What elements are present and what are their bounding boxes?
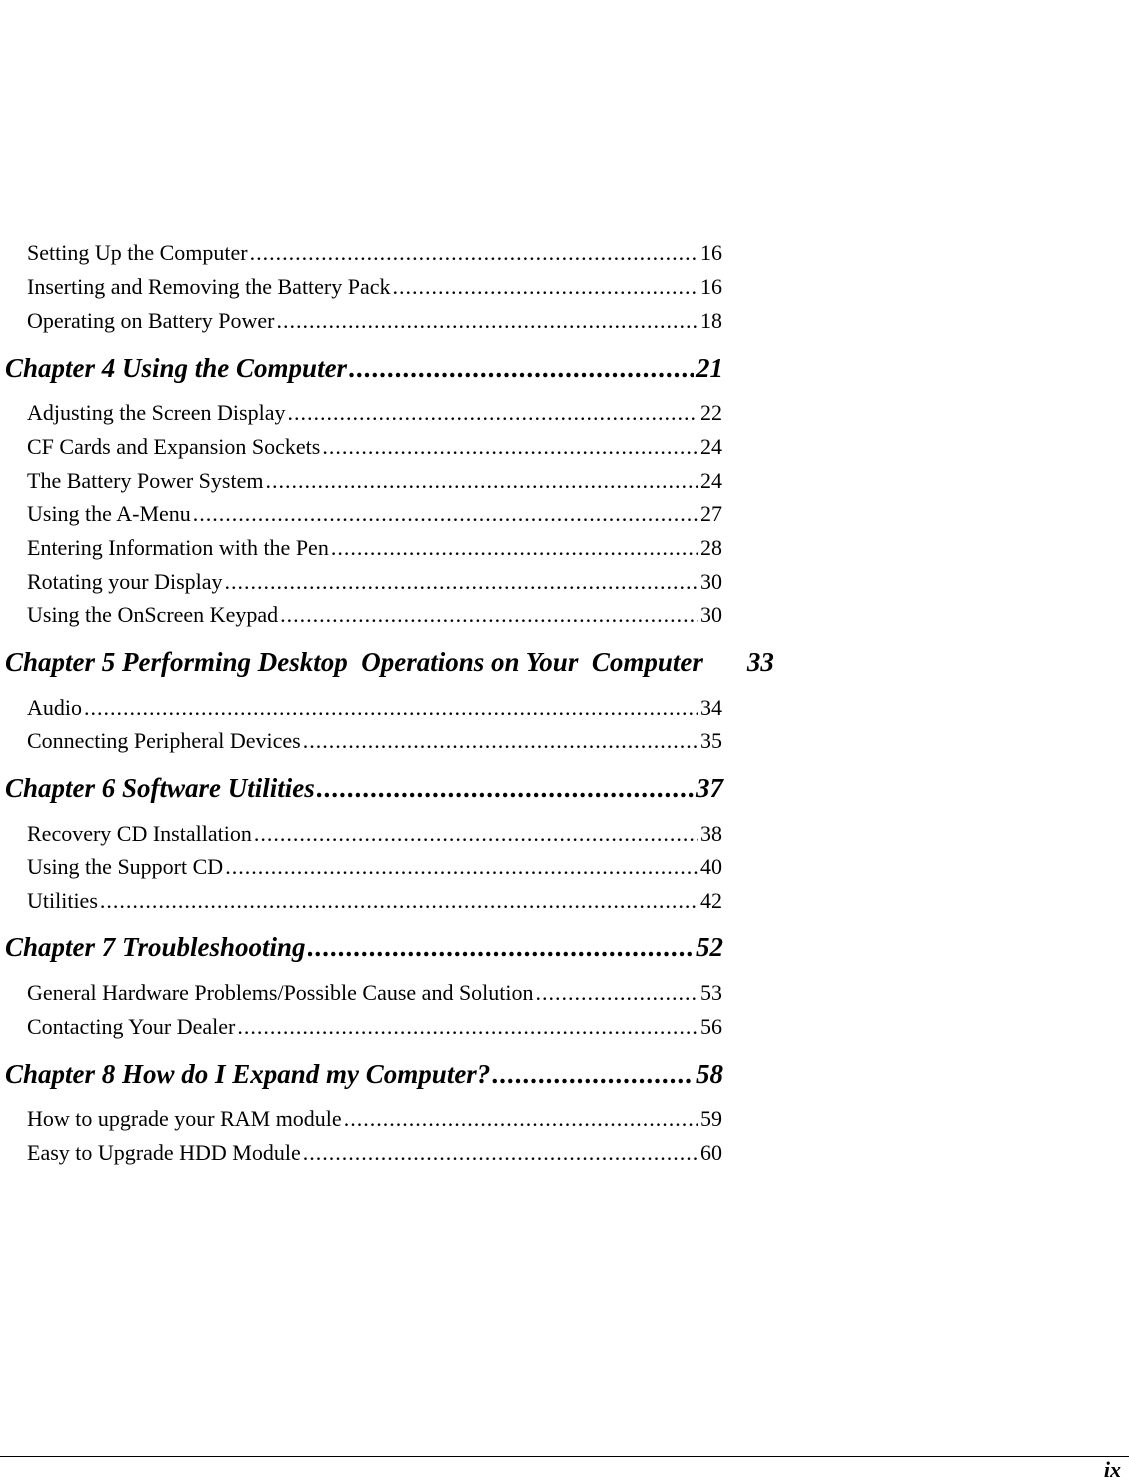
toc-entry[interactable]: [27, 1136, 722, 1166]
dot-leader: [280, 602, 698, 628]
toc-entry[interactable]: [27, 850, 722, 880]
dot-leader: [84, 695, 698, 721]
toc-entry-title: Using the A-Menu: [27, 501, 191, 526]
toc-entry-page: 53: [700, 980, 722, 1005]
toc-entry-title: Easy to Upgrade HDD Module: [27, 1140, 301, 1165]
dot-leader: [287, 400, 698, 426]
toc-chapter[interactable]: [5, 927, 723, 963]
dot-leader: [237, 1014, 698, 1040]
toc-entry-page: 35: [700, 728, 722, 753]
toc-chapter[interactable]: [5, 642, 774, 678]
dot-leader: [492, 1058, 694, 1090]
dot-leader: [100, 888, 698, 914]
dot-leader: [303, 1140, 698, 1166]
toc-chapter[interactable]: [5, 768, 723, 804]
dot-leader: [303, 728, 698, 754]
toc-entry-title: Using the Support CD: [27, 854, 224, 879]
toc-chapter-title: Chapter 7 Troubleshooting: [5, 932, 306, 962]
toc-entry-page: 34: [700, 695, 722, 720]
dot-leader: [393, 274, 698, 300]
footer-page-number: ix: [1103, 1457, 1121, 1482]
toc-entry[interactable]: [27, 691, 722, 721]
toc-entry-title: Connecting Peripheral Devices: [27, 728, 301, 753]
dot-leader: [265, 468, 698, 494]
toc-entry-title: Rotating your Display: [27, 569, 223, 594]
dot-leader: [536, 980, 698, 1006]
toc-entry-page: 28: [700, 535, 722, 560]
toc-entry-page: 24: [700, 468, 722, 493]
toc-chapter-page: 52: [696, 932, 723, 962]
dot-leader: [349, 352, 694, 384]
toc-entry[interactable]: [27, 565, 722, 595]
toc-entry-title: CF Cards and Expansion Sockets: [27, 434, 321, 459]
toc-entry[interactable]: [27, 1102, 722, 1132]
toc-chapter-page: 33: [746, 647, 774, 677]
toc-entry-page: 24: [700, 434, 722, 459]
toc-entry-page: 22: [700, 400, 722, 425]
footer-rule: [0, 1456, 1129, 1457]
dot-leader: [225, 854, 698, 880]
toc-entry-title: Audio: [27, 695, 82, 720]
dot-leader: [276, 308, 698, 334]
toc-entry-title: Recovery CD Installation: [27, 821, 252, 846]
dot-leader: [308, 931, 694, 963]
toc-chapter-page: 58: [696, 1059, 723, 1089]
toc-entry-page: 30: [700, 569, 722, 594]
toc-entry-title: General Hardware Problems/Possible Cause and Solution: [27, 980, 534, 1005]
toc-entry-title: Operating on Battery Power: [27, 308, 275, 333]
toc-entry-page: 38: [700, 821, 722, 846]
dot-leader: [317, 772, 694, 804]
toc-entry-title: Entering Information with the Pen: [27, 535, 329, 560]
dot-leader: [254, 821, 698, 847]
toc-entry-page: 27: [700, 501, 722, 526]
toc-entry-page: 16: [700, 240, 722, 265]
toc-entry[interactable]: [27, 396, 722, 426]
toc-entry[interactable]: [27, 598, 722, 628]
toc-entry-title: Utilities: [27, 888, 98, 913]
toc-chapter-title: Chapter 8 How do I Expand my Computer?: [5, 1059, 491, 1089]
toc-entry[interactable]: [27, 304, 722, 334]
toc-entry[interactable]: [27, 270, 722, 300]
toc-entry-page: 60: [700, 1140, 722, 1165]
dot-leader: [193, 501, 698, 527]
dot-leader: [344, 1106, 698, 1132]
toc-chapter-title: Chapter 5 Performing Desktop Operations on Your Computer: [5, 647, 703, 677]
toc-entry-page: 40: [700, 854, 722, 879]
toc-chapter[interactable]: [5, 348, 723, 384]
toc-entry[interactable]: [27, 724, 722, 754]
toc-entry[interactable]: [27, 464, 722, 494]
toc-entry[interactable]: [27, 976, 722, 1006]
toc-entry-page: 59: [700, 1106, 722, 1131]
toc-entry-title: Contacting Your Dealer: [27, 1014, 236, 1039]
toc-chapter[interactable]: [5, 1054, 723, 1090]
toc-entry-page: 18: [700, 308, 722, 333]
toc-entry[interactable]: [27, 1010, 722, 1040]
toc-entry-title: Adjusting the Screen Display: [27, 400, 286, 425]
toc-entry[interactable]: [27, 884, 722, 914]
toc-chapter-page: 37: [696, 773, 723, 803]
toc-entry-title: Setting Up the Computer: [27, 240, 248, 265]
toc-entry[interactable]: [27, 531, 722, 561]
toc-entry[interactable]: [27, 236, 722, 266]
toc-chapter-title: Chapter 4 Using the Computer: [5, 353, 348, 383]
toc-entry-title: How to upgrade your RAM module: [27, 1106, 342, 1131]
toc-entry-page: 56: [700, 1014, 722, 1039]
toc-entry-page: 42: [700, 888, 722, 913]
toc-entry-title: Using the OnScreen Keypad: [27, 602, 279, 627]
toc-entry[interactable]: [27, 430, 722, 460]
toc-entry-title: Inserting and Removing the Battery Pack: [27, 274, 391, 299]
toc-entry[interactable]: [27, 817, 722, 847]
toc-entry[interactable]: [27, 497, 722, 527]
dot-leader: [322, 434, 698, 460]
dot-leader: [250, 240, 698, 266]
toc-entry-page: 16: [700, 274, 722, 299]
toc-entry-page: 30: [700, 602, 722, 627]
toc-entry-title: The Battery Power System: [27, 468, 264, 493]
toc-chapter-page: 21: [696, 353, 723, 383]
toc-chapter-title: Chapter 6 Software Utilities: [5, 773, 315, 803]
dot-leader: [331, 535, 698, 561]
dot-leader: [225, 569, 698, 595]
